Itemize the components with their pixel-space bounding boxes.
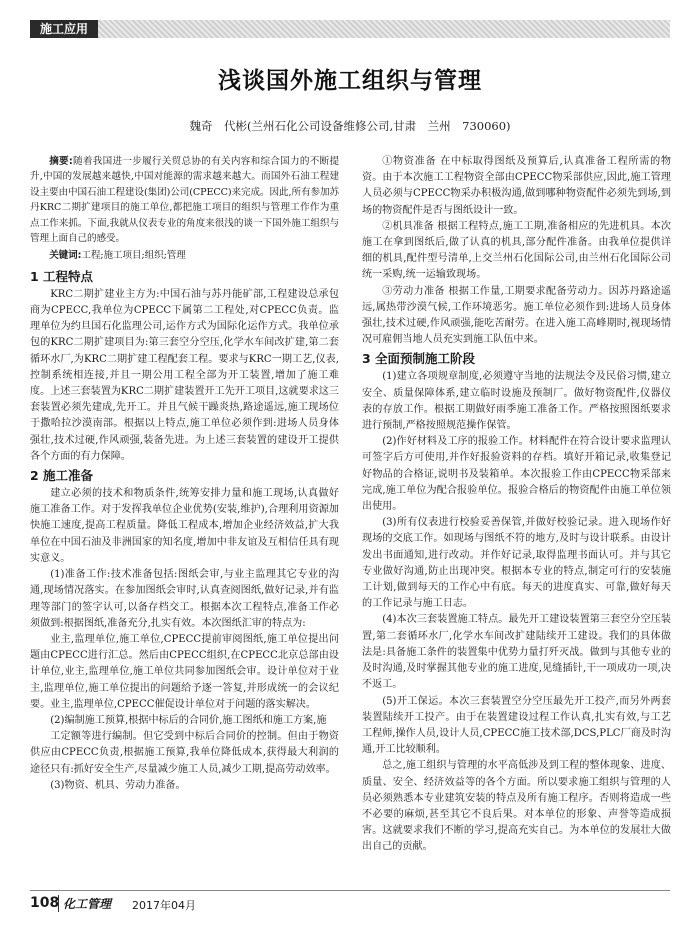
body-paragraph: 总之,施工组织与管理的水平高低涉及到工程的整体现象、进度、质量、安全、经济效益等的各个方面。所以要求施工组织与管理的人员必须熟悉本专业建筑安装的特点及所有施工程序。否则将造成一些不必要的麻烦,甚至其它不良后果。对本单位的形象、声誉等造成损害。这就要求我们不断的学习,提高充实自己。为本单位的发展壮大做出自己的贡献。 <box>362 760 671 853</box>
body-paragraph: KRC二期扩建业主方为:中国石油与苏丹能矿部,工程建设总承包商为CPECC,我单位为CPECC下属第二工程处,对CPECC负责。监理单位为约旦国石化监理公司,运作方式为国际化运作方式。我单位承包的KRC二期扩建项目为:第三套空分空压,化学水车间改扩建,第二套循环水厂,为KRC二期扩建工程配套工程。要求与KRC一期工艺,仪表,控制系统相连接,并且一期公用工程全部为开工装置,增加了施工难度。上述三套装置为KRC二期扩建装置开工先开工项目,这就要求这三套装置必须先建成,先开工。并且气候干躁炎热,路途遥远,施工现场位于撒哈拉沙漠南部。根据以上特点,施工单位必须作到:进场人员身体强壮,技术过硬,作风顽强,装备先进。为上述三套装置的建设开工提供各个方面的有力保障。 <box>30 288 339 462</box>
left-column <box>30 154 339 874</box>
body-paragraph: 建立必须的技术和物质条件,统筹安排力量和施工现场,认真做好施工准备工作。对于发挥我单位企业优势(安装,维护),合理利用资源加快施工速度,提高工程质量。降低工程成本,增加企业经济效益,扩大我单位在中国石油及非洲国家的知名度,增加中非友谊及互相信任具有现实意义。 <box>30 488 339 564</box>
section-heading: 2 施工准备 <box>30 468 94 484</box>
right-column <box>362 154 671 874</box>
section-heading: 1 工程特点 <box>30 268 94 284</box>
page-number: 108 <box>30 895 60 911</box>
keywords <box>30 248 339 263</box>
body-paragraph: (1)准备工作:技术准备包括:图纸会审,与业主监理其它专业的沟通,现场情况落实。在参加图纸会审时,认真查阅图纸,做好记录,并有监理等部门的签字认可,以备存档交工。根据本次工程特点,准备工作必须做到:根据图纸,准备充分,扎实有效。本次图纸汇审的特点为: <box>30 569 339 629</box>
body-paragraph: ③劳动力准备 根据工作量,工期要求配备劳动力。因苏丹路途遥远,属热带沙漠气候,工作环境恶劣。施工单位必须作到:进场人员身体强壮,技术过硬,作风顽强,能吃苦耐劳。在进入施工高峰期时,视现场情况可雇佣当地人员充实到施工队伍中来。 <box>362 285 671 346</box>
body-paragraph: 业主,监理单位,施工单位,CPECC提前审阅图纸,施工单位提出问题由CPECC进行汇总。然后由CPECC组织,在CPECC北京总部由设计单位,业主,监理单位,施工单位共同参加图纸会审。设计单位对于业主,监理单位,施工单位提出的问题给予逐一答复,并形成统一的会议纪要。业主,监理单位,CPECC催促设计单位对于问题的落实解决。 <box>30 633 339 710</box>
abstract-paragraph <box>30 154 339 246</box>
body-paragraph: (4)本次三套装置施工特点。最先开工建设装置第三套空分空压装置,第二套循环水厂,化学水车间改扩建陆续开工建设。我们的具体做法是:具备施工条件的装置集中优势力量打歼灭战。做到与其他专业的及时沟通,及时掌握其他专业的施工进度,见缝插针,干一项成功一项,决不返工。 <box>362 614 671 691</box>
keywords-text: 工程;施工项目;组织;管理 <box>81 250 186 262</box>
section-header-bar <box>30 20 670 38</box>
abstract-text: 随着我国进一步履行关贸总协的有关内容和综合国力的不断提升,中国的发展越来越快,中国对能源的需求越来越大。而国外石油工程建设主要由中国石油工程建设(集团)公司(CPECC)来完成。因此,所有参加苏丹KRC二期扩建项目的施工单位,都把施工项目的组织与管理工作作为重点工作来抓。下面,我就从仪表专业的角度来很浅的谈一下国外施工组织与管理上面自己的感受。 <box>30 156 339 245</box>
body-paragraph: (5)开工保运。本次三套装置空分空压最先开工投产,而另外两套装置陆续开工投产。由于在装置建设过程工作认真,扎实有效,与工艺工程师,操作人员,设计人员,CPECC施工技术部,DCS,PLC厂商及时沟通,开工比较顺利。 <box>362 695 671 756</box>
article-title: 浅谈国外施工组织与管理 <box>218 68 482 94</box>
abstract <box>30 154 339 264</box>
body-paragraph: 工定额等进行编制。但它受到中标后合同价的控制。但由于物资供应由CPECC负责,根据施工预算,我单位降低成本,获得最大利润的途径只有:抓好安全生产,尽量减少施工人员,减少工期,提高劳动效率。 <box>30 731 339 775</box>
body-paragraph: (1)建立各项规章制度,必须遵守当地的法规法令及民俗习惯,建立安全、质量保障体系,建立临时设施及预制厂。做好物资配件,仪器仪表的存放工作。根据工期做好雨季施工准备工作。严格按照图纸要求进行预制,严格按照规范操作保管。 <box>362 371 671 432</box>
keywords-label: 关键词: <box>49 250 82 262</box>
body-paragraph: (2)作好材料及工序的报验工作。材料配件在符合设计要求监理认可签字后方可使用,并作好报验资料的存档。填好开箱记录,收集登记好物品的合格证,说明书及装箱单。本次报验工作由CPECC物采部来完成,施工单位为配合报验单位。报验合格后的物资配件由施工单位领出使用。 <box>362 436 671 513</box>
body-paragraph: (2)编制施工预算,根据中标后的合同价,施工图纸和施工方案,施 <box>50 714 327 726</box>
body-paragraph: (3)所有仪表进行校验妥善保管,并做好校验记录。进入现场作好现场的交底工作。如现场与图纸不符的地方,及时与设计联系。由设计发出书面通知,进行改动。并作好记录,取得监理书面认可。并与其它专业做好沟通,防止出现冲突。根据本专业的特点,制定可行的安装施工计划,做到每天的工作心中有底。每天的进度真实、可靠,做好每天的工作记录与施工日志。 <box>362 517 671 610</box>
page-footer <box>30 890 670 915</box>
section-heading: 3 全面预制施工阶段 <box>362 351 476 367</box>
article-authors: 魏奇 代彬(兰州石化公司设备维修公司,甘肃 兰州 730060) <box>189 119 511 133</box>
body-paragraph: ①物资准备 在中标取得图纸及预算后,认真准备工程所需的物资。由于本次施工工程物资全部由CPECC物采部供应,因此,施工管理人员必须与CPECC物采办积极沟通,做到哪种物资配件必须先到场,到场的物资配件是否与图纸设计一致。 <box>362 156 671 216</box>
body-paragraph: ②机具准备 根据工程特点,施工工期,准备相应的先进机具。本次施工在拿到图纸后,做了认真的机具,部分配件准备。由我单位提供详细的机具,配件型号清单,上交兰州石化国际公司,由兰州石化国际公司统一采购,统一运输致现场。 <box>362 220 671 281</box>
section-tag: 施工应用 <box>30 20 98 38</box>
body-paragraph: (3)物资、机具、劳动力准备。 <box>50 779 186 791</box>
abstract-label: 摘要: <box>49 156 73 167</box>
journal-logo: 化工管理 <box>58 895 111 912</box>
issue-date: 2017年04月 <box>132 899 196 912</box>
